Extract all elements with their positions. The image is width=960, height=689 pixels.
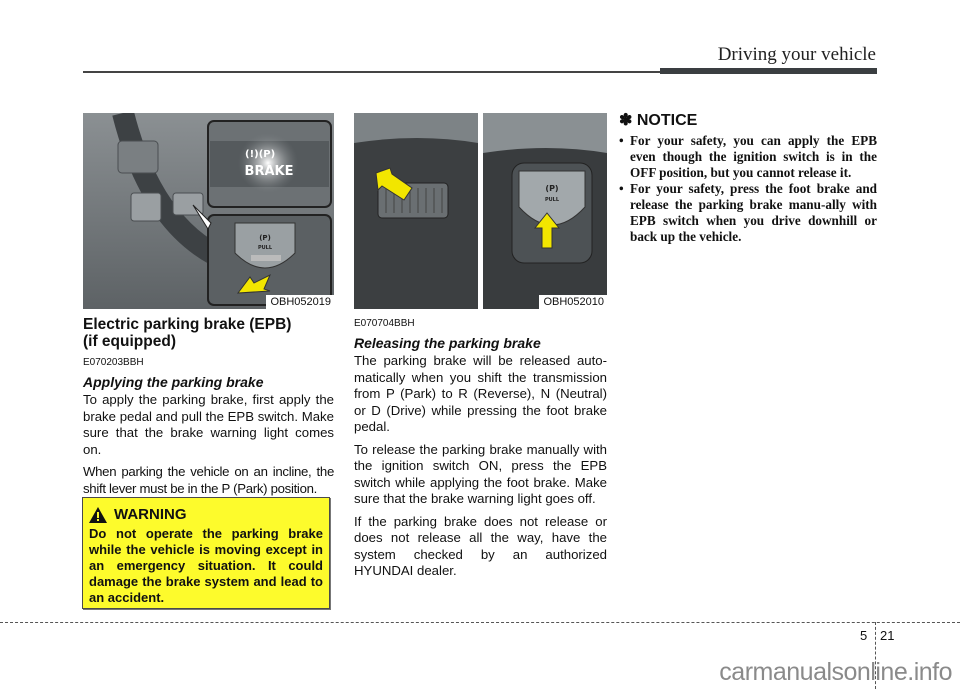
notice-item: • For your safety, you can apply the EPB even though the ignition switch is in the OFF position, but you cannot release it. [619,133,877,180]
dashboard-illustration [83,113,334,309]
figure-epb-release [354,113,607,309]
paragraph: When parking the vehicle on an incline, the shift lever must be in the P (Park) position. [83,464,334,496]
notice-title: ✽ NOTICE [619,112,698,129]
paragraph: To apply the parking brake, first apply the brake pedal and pull the EPB switch. Make sure that the brake warning light comes on. [83,392,334,457]
svg-text:PULL: PULL [544,197,560,203]
section-title: Driving your vehicle [717,44,876,65]
warning-box [82,497,330,609]
section-code: E070203BBH [83,357,144,368]
notice-item: • For your safety, press the foot brake and release the parking brake manu-ally with EPB switch when you drive downhill or back up the vehicle. [619,181,877,244]
notice-box [619,110,877,245]
svg-text:BRAKE: BRAKE [244,164,294,179]
header-bar [660,68,877,74]
warning-body: Do not operate the parking brake while the vehicle is moving except in an emergency situation. It could damage the brake system and lead to an accident. [89,526,323,605]
section-heading: Electric parking brake (EPB) (if equipped) [83,316,292,350]
notice-list [619,133,877,245]
watermark: carmanualsonline.info [719,658,952,686]
brake-warning-icon: (!)(P) [245,149,276,160]
warning-header [89,506,323,523]
chapter-number: 5 [860,628,868,643]
paragraph: To release the parking brake manually with the ignition switch ON, press the EPB switch while applying the foot brake. Make sure that the brake warning light goes off. [354,441,607,506]
page-number: 21 [880,628,895,643]
header-rule [83,71,663,73]
warning-triangle-icon [89,507,107,523]
svg-text:PULL: PULL [257,245,273,251]
footer-rule [0,622,960,623]
figure-epb-dashboard [83,113,334,309]
figure-label: OBH052010 [539,295,607,309]
release-illustration [354,113,607,309]
middle-column [354,316,607,586]
section-code: E070704BBH [354,318,415,329]
paragraph: If the parking brake does not release or does not release all the way, have the system checked by an authorized HYUNDAI dealer. [354,513,607,578]
svg-text:(P): (P) [545,184,559,193]
warning-title: WARNING [114,506,187,523]
svg-text:(P): (P) [259,234,271,242]
paragraph: The parking brake will be released auto-matically when you shift the transmission from P (Park) to R (Reverse), N (Neutral) or D (Drive) while pressing the foot brake pedal. [354,353,607,434]
subheading-apply: Applying the parking brake [83,373,264,390]
left-column [83,316,334,503]
figure-label: OBH052019 [266,295,334,309]
subheading-release: Releasing the parking brake [354,334,541,351]
